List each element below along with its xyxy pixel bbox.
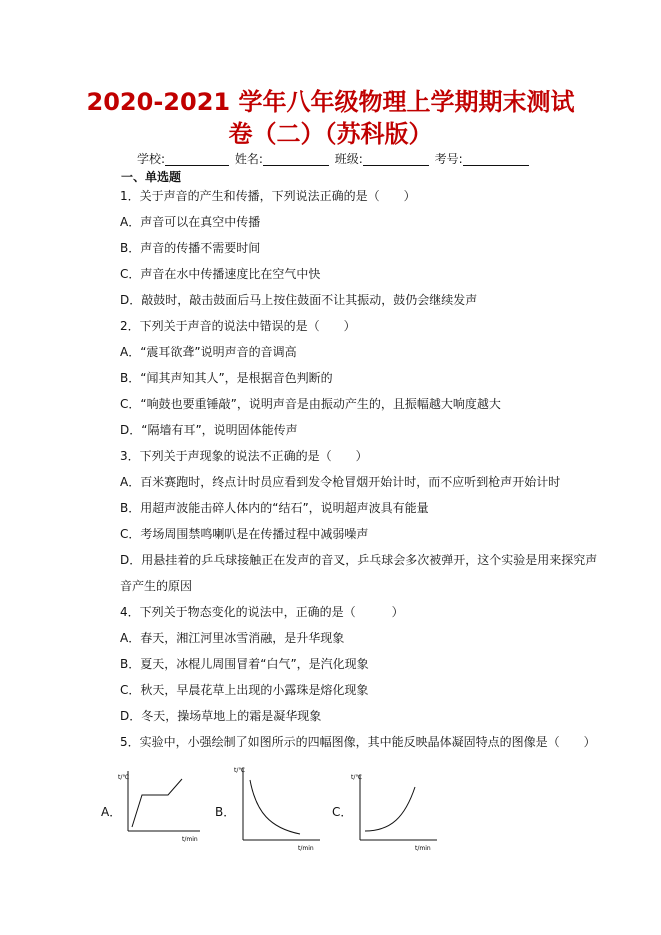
- question-3-option-c: C．考场周围禁鸣喇叭是在传播过程中减弱噪声: [120, 527, 369, 541]
- question-1-option-c: C．声音在水中传播速度比在空气中快: [120, 267, 321, 281]
- question-2-option-c: C．“响鼓也要重锤敲”，说明声音是由振动产生的，且振幅越大响度越大: [120, 397, 501, 411]
- figure-c-label: C．: [332, 805, 353, 819]
- question-4-option-b: B．夏天，冰棍儿周围冒着“白气”，是汽化现象: [120, 657, 369, 671]
- question-1-option-a: A．声音可以在真空中传播: [120, 215, 261, 229]
- question-4-option-c: C．秋天，早晨花草上出现的小露珠是熔化现象: [120, 683, 369, 697]
- question-2-option-b: B．“闻其声知其人”，是根据音色判断的: [120, 371, 333, 385]
- question-1-option-b: B．声音的传播不需要时间: [120, 241, 261, 255]
- question-4-option-d: D．冬天，操场草地上的霜是凝华现象: [120, 709, 322, 723]
- figure-b-x-label: t/min: [298, 845, 314, 852]
- figure-c-curve: [365, 787, 415, 831]
- figure-c-graph: [345, 767, 440, 852]
- question-1-stem: 1．关于声音的产生和传播，下列说法正确的是（ ）: [120, 189, 416, 203]
- figure-b-curve: [250, 780, 300, 834]
- figure-a-graph: [116, 765, 206, 845]
- question-4-stem: 4．下列关于物态变化的说法中，正确的是（ ）: [120, 605, 404, 619]
- figure-b-y-label: t/℃: [234, 767, 246, 774]
- question-3-option-a: A．百米赛跑时，终点计时员应看到发令枪冒烟开始计时，而不应听到枪声开始计时: [120, 475, 561, 489]
- figure-c-x-label: t/min: [415, 845, 431, 852]
- question-3-stem: 3．下列关于声现象的说法不正确的是（ ）: [120, 449, 368, 463]
- figure-a-curve: [132, 779, 182, 827]
- school-label: 学校:: [137, 152, 166, 166]
- question-2-option-a: A．“震耳欲聋”说明声音的音调高: [120, 345, 297, 359]
- figure-c-y-label: t/℃: [351, 774, 363, 781]
- question-5-stem: 5．实验中，小强绘制了如图所示的四幅图像，其中能反映晶体凝固特点的图像是（ ）: [120, 735, 596, 749]
- page-title-line-2: 卷（二）（苏科版）: [228, 120, 433, 148]
- class-blank[interactable]: [363, 153, 429, 166]
- exam-number-blank[interactable]: [463, 153, 529, 166]
- exam-number-label: 考号:: [434, 152, 463, 166]
- figure-a-label: A．: [101, 805, 122, 819]
- question-3-option-d: D．用悬挂着的乒乓球接触正在发声的音叉，乒乓球会多次被弹开，这个实验是用来探究声: [120, 553, 598, 567]
- figure-b-label: B．: [215, 805, 236, 819]
- name-blank[interactable]: [263, 153, 329, 166]
- figure-b-graph: [228, 762, 323, 852]
- question-2-option-d: D．“隔墙有耳”，说明固体能传声: [120, 423, 298, 437]
- question-3-option-b: B．用超声波能击碎人体内的“结石”，说明超声波具有能量: [120, 501, 429, 515]
- student-info-row: [137, 152, 531, 166]
- section-heading: 一、单选题: [121, 170, 182, 184]
- question-1-option-d: D．敲鼓时，敲击鼓面后马上按住鼓面不让其振动，鼓仍会继续发声: [120, 293, 478, 307]
- name-label: 姓名:: [234, 152, 263, 166]
- class-label: 班级:: [334, 152, 363, 166]
- figure-a-x-label: t/min: [182, 836, 198, 843]
- question-4-option-a: A．春天，湘江河里冰雪消融，是升华现象: [120, 631, 345, 645]
- question-2-stem: 2．下列关于声音的说法中错误的是（ ）: [120, 319, 356, 333]
- figure-a-y-label: t/℃: [118, 774, 130, 781]
- question-3-option-d-continued: 音产生的原因: [120, 579, 193, 593]
- page-title-line-1: 2020-2021 学年八年级物理上学期期末测试: [86, 88, 575, 116]
- school-blank[interactable]: [165, 153, 229, 166]
